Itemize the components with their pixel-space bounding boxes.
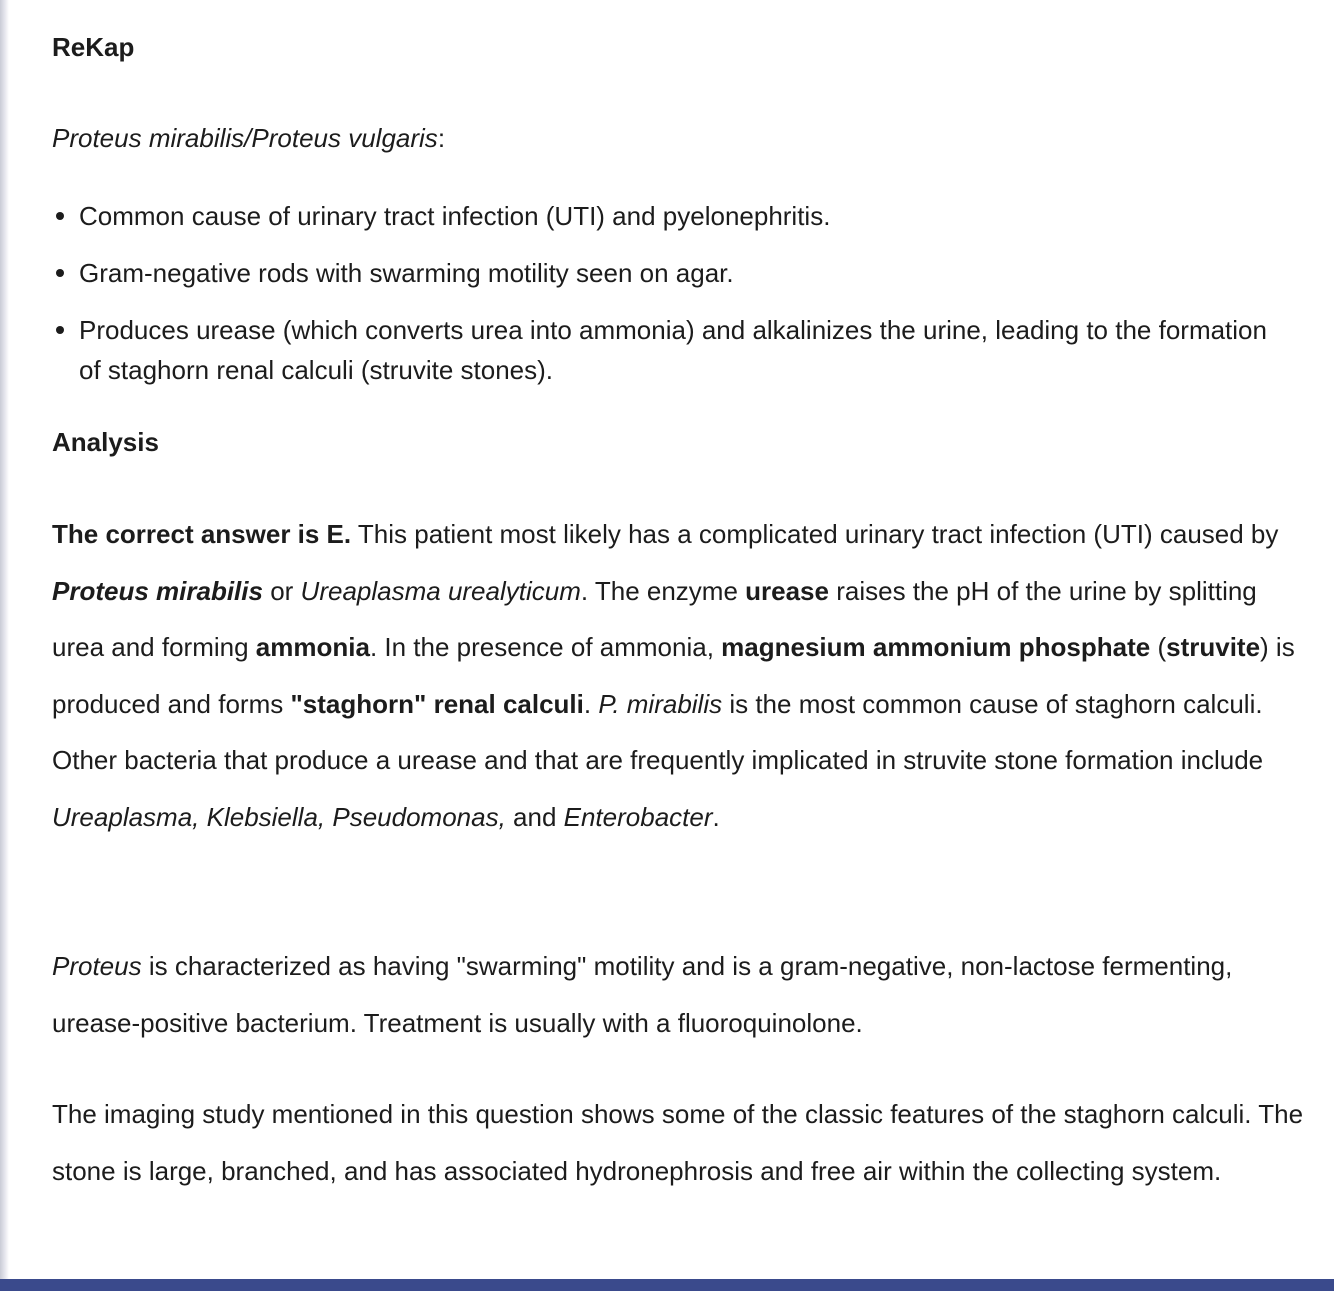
key-term: magnesium ammonium phosphate: [721, 632, 1151, 662]
key-term: "staghorn" renal calculi: [290, 688, 584, 719]
list-item: [52, 196, 1272, 236]
bullet-text: Produces urease (which converts urea into ammonia) and alkalinizes the urine, leading to the formation of staghorn renal calculi (struvite stones).: [79, 315, 1267, 385]
emphasis-organism: Ureaplasma urealyticum: [300, 575, 581, 606]
key-term: ammonia: [255, 632, 370, 662]
bullet-dot-icon: [56, 269, 64, 277]
emphasis-organism: Enterobacter: [563, 801, 713, 832]
text-run: is characterized as having "swarming" motility and is a gram-negative, non-lactose fermenting, urease-positive bacterium. Treatment is usually with a fluoroquinolone.: [52, 951, 1233, 1038]
rekap-bullet-list: [52, 196, 1272, 407]
text-run: The imaging study mentioned in this question shows some of the classic features of the staghorn calculi. The stone is large, branched, and has associated hydronephrosis and free air within the collecting system.: [52, 1099, 1304, 1186]
text-run: . The enzyme: [580, 575, 746, 606]
subtitle-colon: :: [437, 123, 446, 153]
text-run: is the most common cause of staghorn calculi. Other bacteria that produce a urease and that are frequently implicated in struvite stone formation include: [52, 688, 1264, 775]
text-run: .: [583, 688, 599, 719]
list-item: [52, 253, 1272, 293]
analysis-paragraph-answer: [52, 506, 1314, 845]
emphasis-organism: Ureaplasma, Klebsiella, Pseudomonas,: [52, 801, 506, 832]
text-run: . In the presence of ammonia,: [369, 632, 722, 662]
bullet-text: Common cause of urinary tract infection (UTI) and pyelonephritis.: [79, 201, 831, 231]
correct-answer-statement: The correct answer is E.: [52, 519, 352, 549]
text-run: (: [1150, 632, 1167, 662]
emphasis-organism: P. mirabilis: [598, 688, 723, 719]
list-item: [52, 310, 1272, 390]
organism-names: Proteus mirabilis/Proteus vulgaris: [52, 123, 438, 153]
analysis-heading: Analysis: [52, 427, 159, 457]
emphasis-organism: Proteus: [52, 951, 142, 981]
emphasis-organism: Proteus mirabilis: [52, 575, 263, 606]
bullet-text: Gram-negative rods with swarming motility seen on agar.: [79, 258, 734, 288]
key-term: struvite: [1166, 632, 1261, 662]
text-run: and: [505, 801, 564, 832]
rekap-heading: ReKap: [52, 32, 135, 62]
left-panel-edge: [0, 0, 9, 1279]
text-run: .: [712, 801, 720, 832]
key-term: urease: [745, 575, 829, 606]
text-run: raises the pH of the urine by splitting urea and forming: [52, 575, 1257, 662]
bottom-toolbar-edge: [0, 1279, 1334, 1291]
bullet-dot-icon: [56, 212, 64, 220]
analysis-paragraph-proteus: [52, 938, 1314, 1051]
text-run: or: [262, 575, 301, 606]
text-run: ) is produced and forms: [52, 632, 1295, 719]
analysis-paragraph-imaging: [52, 1086, 1314, 1199]
text-run: This patient most likely has a complicated urinary tract infection (UTI) caused by: [351, 519, 1279, 549]
rekap-subtitle: [52, 122, 445, 154]
bullet-dot-icon: [56, 326, 64, 334]
